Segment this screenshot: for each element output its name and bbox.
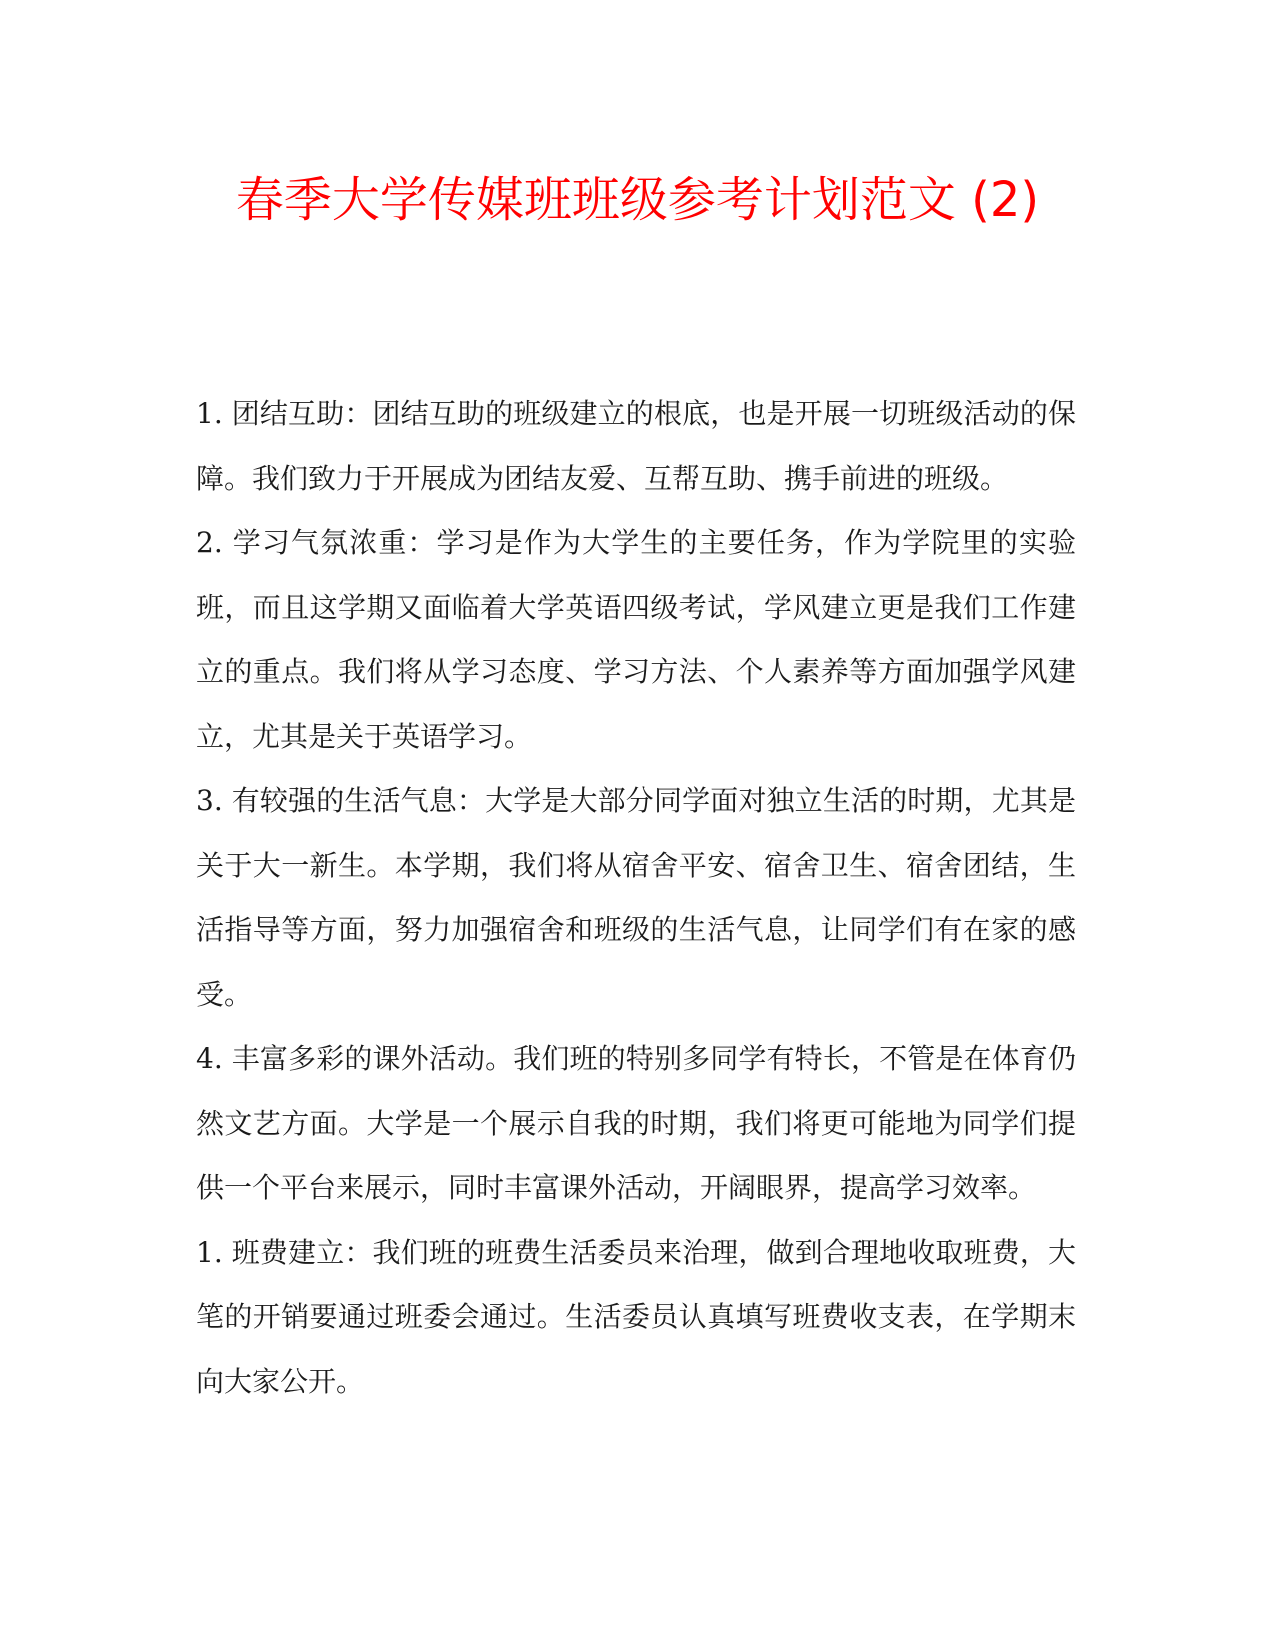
paragraph-extracurricular: 4. 丰富多彩的课外活动。我们班的特别多同学有特长，不管是在体育仍然文艺方面。大学是一个展示自我的时期，我们将更可能地为同学们提供一个平台来展示，同时丰富课外活动，开阔眼界，提高学习效率。 bbox=[196, 1042, 1076, 1204]
paragraph-living-atmosphere: 3. 有较强的生活气息：大学是大部分同学面对独立生活的时期，尤其是关于大一新生。本学期，我们将从宿舍平安、宿舍卫生、宿舍团结，生活指导等方面，努力加强宿舍和班级的生活气息，让同学们有在家的感受。 bbox=[196, 784, 1076, 1011]
paragraph-unity: 1. 团结互助：团结互助的班级建立的根底，也是开展一切班级活动的保障。我们致力于开展成为团结友爱、互帮互助、携手前进的班级。 bbox=[196, 397, 1076, 495]
paragraph-study-atmosphere: 2. 学习气氛浓重：学习是作为大学生的主要任务，作为学院里的实验班，而且这学期又面临着大学英语四级考试，学风建立更是我们工作建立的重点。我们将从学习态度、学习方法、个人素养等方面加强学风建立，尤其是关于英语学习。 bbox=[196, 526, 1076, 753]
document-body bbox=[196, 382, 1076, 1414]
paragraph-class-fund: 1. 班费建立：我们班的班费生活委员来治理，做到合理地收取班费，大笔的开销要通过班委会通过。生活委员认真填写班费收支表，在学期末向大家公开。 bbox=[196, 1235, 1076, 1398]
document-title: 春季大学传媒班班级参考计划范文 (2) bbox=[235, 172, 1040, 228]
